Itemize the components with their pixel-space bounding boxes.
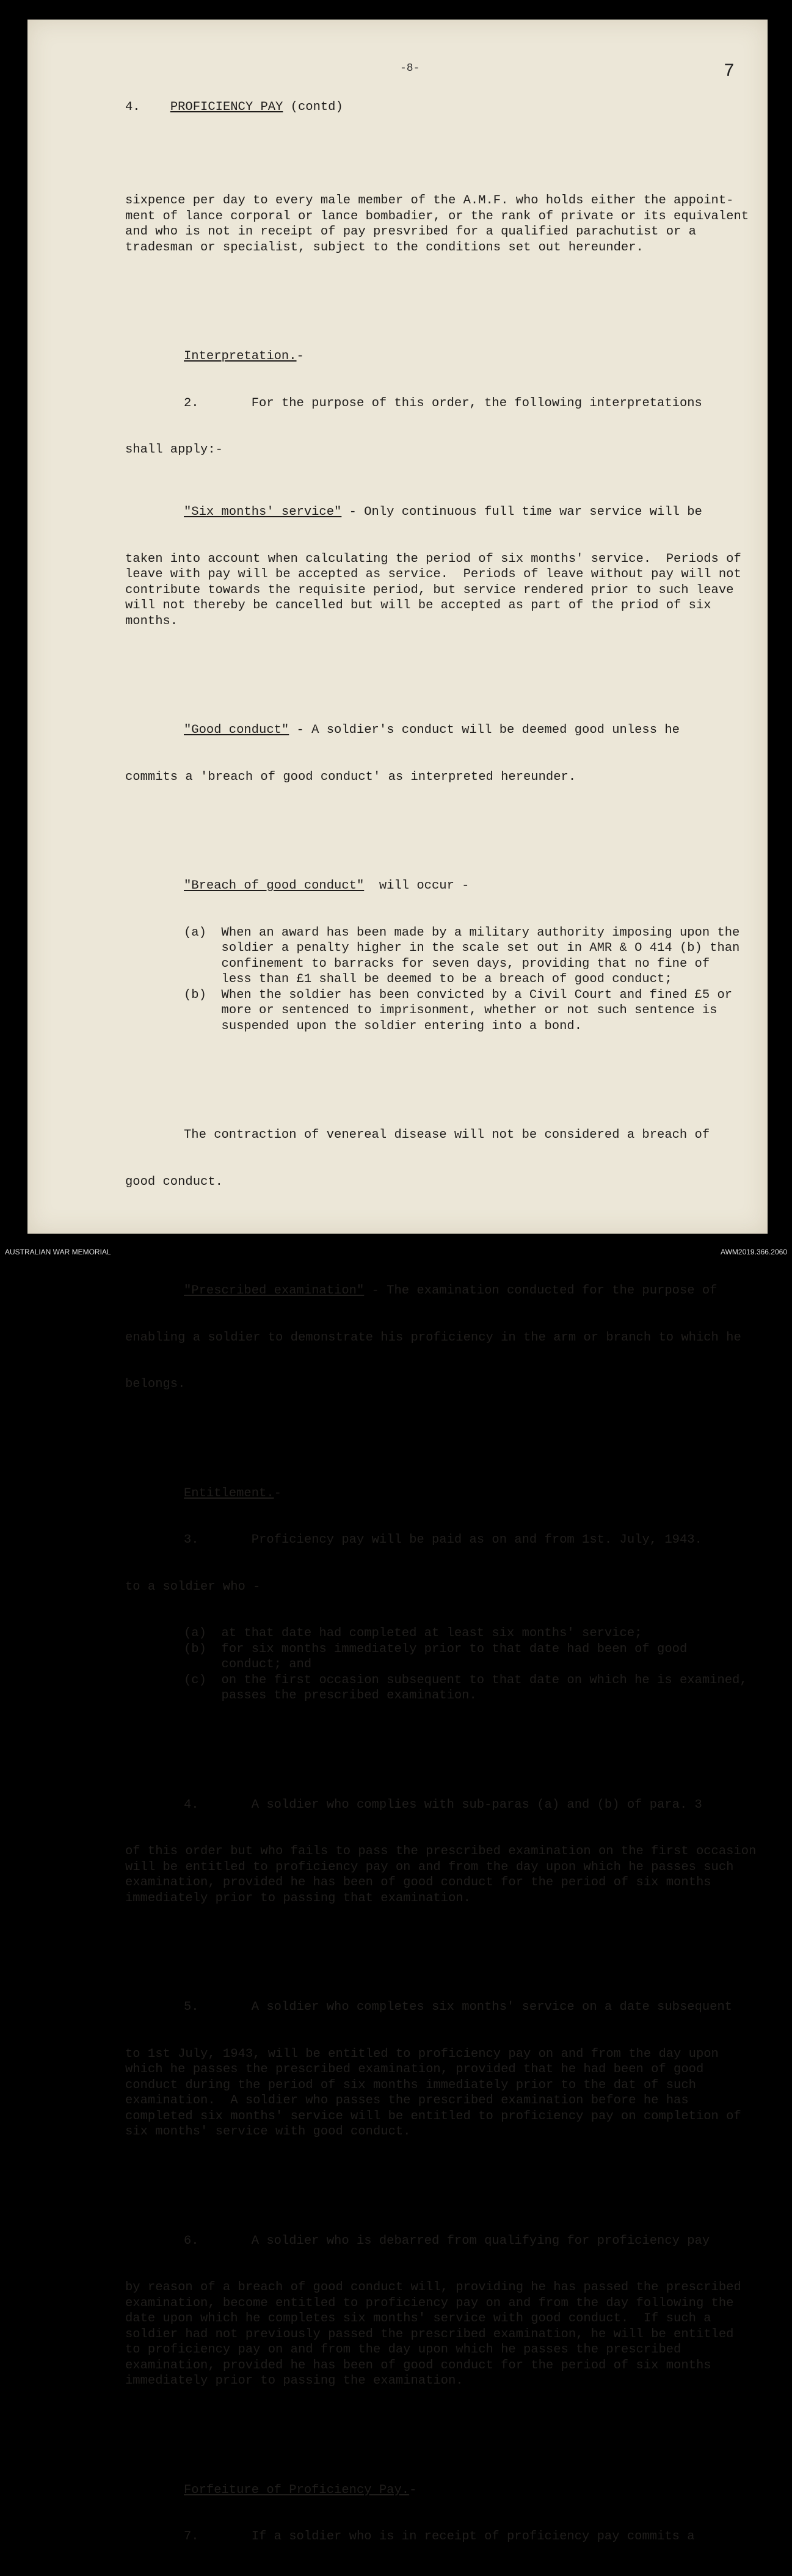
text-line: months. (125, 614, 178, 628)
definition-text: will occur - (364, 879, 470, 893)
para-number: 2. (184, 396, 199, 410)
text-line: date upon which he completes six months' service with good conduct. If such a (125, 2312, 711, 2326)
definition-text: - A soldier's conduct will be deemed good unless he (289, 723, 680, 737)
text-line: immediately prior to passing the examination. (125, 2374, 463, 2388)
list-item-label: (b) (184, 1642, 206, 1656)
para-7-first-line (125, 2529, 760, 2545)
para-text: If a soldier who is in receipt of proficiency pay commits a (251, 2530, 695, 2544)
para-6-body (125, 2280, 760, 2389)
list-item-label: (a) (184, 1626, 206, 1640)
section-number: 4. (125, 100, 140, 114)
intro-paragraph (125, 193, 760, 255)
text-line: contribute towards the requisite period, but service rendered prior to such leave (125, 583, 734, 597)
list-item-text: suspended upon the soldier entering into a bond. (221, 1019, 583, 1033)
text-line: examination, provided he has been of good conduct for the period of six months (125, 1876, 711, 1890)
text-line: taken into account when calculating the period of six months' service. Periods of (125, 551, 741, 566)
six-months-definition (125, 504, 760, 520)
document-body (125, 68, 760, 2576)
text-line: ment of lance corporal or lance bombadier, or the rank of private or its equivalent (125, 209, 749, 224)
prescribed-line-3: belongs. (125, 1377, 186, 1391)
list-item-line (125, 956, 760, 972)
breach-definition (125, 878, 760, 894)
list-item-line (125, 1003, 760, 1019)
list-item-line (125, 1657, 760, 1673)
text-line: will not thereby be cancelled but will be accepted as part of the priod of six (125, 599, 711, 613)
text-line: six months' service with good conduct. (125, 2125, 411, 2139)
text-line: completed six months' service will be entitled to proficiency pay on completion of (125, 2109, 741, 2123)
list-item-line (125, 941, 760, 956)
defined-term: "Good conduct" (184, 723, 289, 737)
text-line: of this order but who fails to pass the prescribed examination on the first occasion (125, 1844, 757, 1858)
footer-left: AUSTRALIAN WAR MEMORIAL (5, 1248, 111, 1256)
list-item-line (125, 1673, 760, 1689)
para-text: A soldier who completes six months' service on a date subsequent (251, 2000, 733, 2014)
text-line: conduct during the period of six months immediately prior to the dat of such (125, 2078, 696, 2092)
text-line: and who is not in receipt of pay presvribed for a qualified parachutist or a (125, 225, 696, 239)
section-heading (125, 100, 760, 115)
text-line: to proficiency pay on and from the day upon which he passes the prescribed (125, 2343, 681, 2357)
entitlement-heading-text: Entitlement. (184, 1486, 274, 1501)
para-6-first-line (125, 2233, 760, 2249)
para-4-body (125, 1844, 760, 1906)
text-line: soldier had not previously passed the prescribed examination, he will be entitled (125, 2327, 734, 2341)
para-number: 5. (184, 2000, 199, 2014)
list-item-text: at that date had completed at least six months' service; (221, 1626, 642, 1640)
list-item-text: on the first occasion subsequent to that date on which he is examined, (221, 1673, 747, 1687)
venereal-line-2: good conduct. (125, 1174, 223, 1189)
definition-text: - Only continuous full time war service will be (341, 505, 702, 519)
list-item-label: (c) (184, 1673, 206, 1687)
para-number: 7. (184, 2530, 199, 2544)
para-5-first-line (125, 1999, 760, 2015)
list-item-text: When an award has been made by a military authority imposing upon the (221, 925, 740, 940)
prescribed-line-2: enabling a soldier to demonstrate his proficiency in the arm or branch to which he (125, 1330, 741, 1345)
list-item-text: less than £1 shall be deemed to be a breach of good conduct; (221, 972, 672, 986)
para-text: A soldier who complies with sub-paras (a) and (b) of para. 3 (251, 1797, 702, 1812)
list-item-line (125, 972, 760, 988)
para-text: A soldier who is debarred from qualifying for proficiency pay (251, 2233, 710, 2248)
entitlement-heading-suffix: - (274, 1486, 282, 1501)
list-item-text: confinement to barracks for seven days, providing that no fine of (221, 956, 710, 971)
text-line: leave with pay will be accepted as service. Periods of leave without pay will not (125, 567, 741, 581)
list-item-text: more or sentenced to imprisonment, whether or not such sentence is (221, 1003, 718, 1017)
breach-items (125, 925, 760, 1035)
para-4-first-line (125, 1797, 760, 1813)
section-title-suffix: (contd) (283, 100, 343, 114)
page-number: 7 (724, 61, 735, 82)
para-text: For the purpose of this order, the following interpretations (251, 396, 702, 410)
top-mark: -8- (400, 62, 420, 75)
definition-text: - The examination conducted for the purpose of (364, 1284, 718, 1298)
text-line: tradesman or specialist, subject to the conditions set out hereunder. (125, 240, 644, 255)
para-3-first-line (125, 1532, 760, 1548)
para-number: 4. (184, 1797, 199, 1812)
list-item-text: soldier a penalty higher in the scale set out in AMR & O 414 (b) than (221, 941, 740, 955)
footer-right: AWM2019.366.2060 (721, 1248, 787, 1256)
forfeiture-heading-suffix: - (409, 2483, 417, 2497)
text-line: immediately prior to passing that examination. (125, 1891, 471, 1905)
forfeiture-heading-text: Forfeiture of Proficiency Pay. (184, 2483, 410, 2497)
list-item-line (125, 1688, 760, 1704)
list-item-line (125, 1642, 760, 1657)
archive-footer (0, 1234, 792, 1259)
list-item-line (125, 988, 760, 1003)
list-item-text: passes the prescribed examination. (221, 1689, 477, 1703)
text-line: examination. A soldier who passes the prescribed examination before he has (125, 2094, 689, 2108)
para-2-second-line: shall apply:- (125, 443, 223, 457)
good-conduct-body: commits a 'breach of good conduct' as interpreted hereunder. (125, 770, 576, 784)
entitlement-heading (125, 1486, 760, 1502)
good-conduct-definition (125, 722, 760, 738)
para-text: Proficiency pay will be paid as on and from 1st. July, 1943. (251, 1533, 702, 1547)
defined-term: "Six months' service" (184, 505, 342, 519)
six-months-body (125, 551, 760, 630)
text-line: to 1st July, 1943, will be entitled to proficiency pay on and from the day upon (125, 2047, 719, 2061)
list-item-text: for six months immediately prior to that date had been of good (221, 1642, 688, 1656)
list-item-text: conduct; and (221, 1657, 312, 1672)
para-5-body (125, 2047, 760, 2140)
para-3-second-line: to a soldier who - (125, 1579, 261, 1594)
text-line: which he passes the prescribed examination, provided that he had been of good (125, 2062, 704, 2076)
text-line: examination, provided he has been of good conduct for the period of six months (125, 2358, 711, 2373)
section-title: PROFICIENCY PAY (170, 100, 283, 114)
entitlement-items (125, 1626, 760, 1704)
text-line: examination, become entitled to proficiency pay on and from the day following the (125, 2296, 734, 2310)
para-number: 3. (184, 1533, 199, 1547)
text-line: will be entitled to proficiency pay on and from the day upon which he passes such (125, 1860, 734, 1874)
venereal-line-1: The contraction of venereal disease will not be considered a breach of (184, 1128, 710, 1142)
list-item-label: (b) (184, 988, 206, 1002)
list-item-line (125, 1626, 760, 1642)
list-item-text: When the soldier has been convicted by a Civil Court and fined £5 or (221, 988, 733, 1002)
para-2-first-line (125, 396, 760, 412)
defined-term: "Prescribed examination" (184, 1284, 365, 1298)
text-line: sixpence per day to every male member of the A.M.F. who holds either the appoint- (125, 194, 734, 208)
interpretation-heading (125, 349, 760, 365)
list-item-label: (a) (184, 925, 206, 940)
forfeiture-heading (125, 2483, 760, 2498)
list-item-line (125, 925, 760, 941)
prescribed-definition (125, 1283, 760, 1299)
defined-term: "Breach of good conduct" (184, 879, 365, 893)
para-number: 6. (184, 2233, 199, 2248)
text-line: by reason of a breach of good conduct will, providing he has passed the prescribed (125, 2280, 741, 2294)
list-item-line (125, 1019, 760, 1035)
interpretation-heading-suffix: - (296, 349, 304, 363)
interpretation-heading-text: Interpretation. (184, 349, 297, 363)
